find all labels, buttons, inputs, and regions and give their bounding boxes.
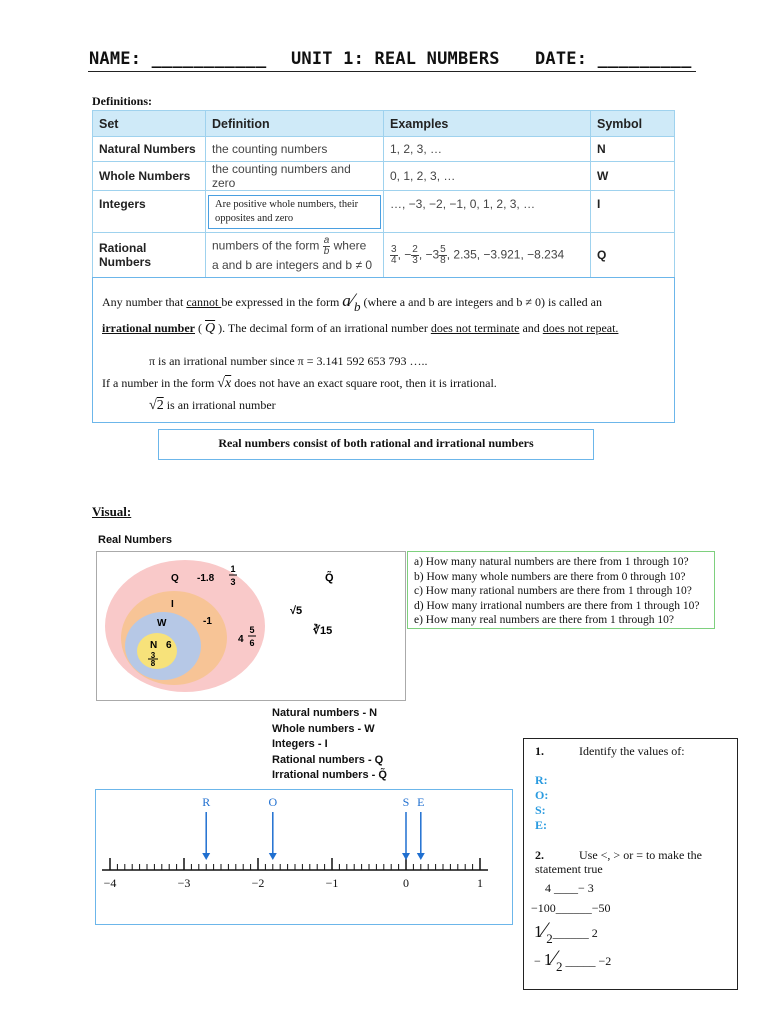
q2-text: Use <, > or = to make the (579, 848, 702, 862)
compare-item: −100______−50 (531, 901, 611, 915)
examples-text: , 2.35, −3.921, −8.234 (446, 247, 565, 262)
tick-label: −1 (325, 876, 339, 890)
set-cell: Natural Numbers (93, 137, 206, 162)
point-arrow-head (402, 853, 410, 860)
definition-text: where (333, 238, 367, 253)
set-cell: Whole Numbers (93, 162, 206, 191)
q1-text: Identify the values of: (579, 744, 685, 758)
venn-value: 6 (166, 640, 172, 651)
n-label: N (150, 640, 158, 651)
symbol-cell: I (591, 191, 675, 233)
set-legend (272, 706, 387, 784)
visual-label: Visual: (92, 504, 132, 519)
symbol-cell: N (591, 137, 675, 162)
q-bar-symbol: $\overline{Q}$ (205, 321, 216, 336)
irrational-line-2: irrational number ( $\overline{Q}$ ). The decimal form of an irrational number does not terminate and does not repeat. (102, 321, 619, 336)
table-row (93, 162, 675, 191)
tick-label: 1 (477, 876, 483, 890)
question-item: b) How many whole numbers are there from 0 through 10? (414, 570, 686, 583)
point-label: E (417, 795, 425, 809)
var-o: O: (535, 788, 549, 802)
compare-item-half: 1⁄2______ 2 (534, 917, 598, 946)
q2-text-2: statement true (535, 862, 603, 876)
compare-item: 4 ____− 3 (545, 881, 594, 895)
definition-cell: the counting numbers and zero (206, 162, 384, 191)
col-header-examples: Examples (384, 111, 591, 137)
set-cell: Rational Numbers (93, 233, 206, 278)
point-arrow-head (269, 853, 277, 860)
definitions-table (92, 110, 675, 278)
legend-item: Whole numbers - W (272, 722, 375, 735)
fraction-a-b: $\frac{a}{b}$ (323, 235, 330, 257)
definition-cell: the counting numbers (206, 137, 384, 162)
set-cell: Integers (93, 191, 206, 233)
number-line-box (95, 789, 513, 925)
irrational-line-1: Any number that cannot be expressed in the form a⁄b (where a and b are integers and b ≠ 0) is called an (102, 290, 602, 314)
a-over-b-symbol: a (342, 291, 351, 310)
col-header-set: Set (93, 111, 206, 137)
venn-diagram (96, 551, 406, 701)
legend-item: Rational numbers - Q (272, 753, 384, 766)
natural-set-ellipse (137, 633, 177, 669)
symbol-cell: W (591, 162, 675, 191)
date-field: DATE: _________ (535, 49, 692, 69)
symbol-cell: Q (591, 233, 675, 278)
legend-item: Natural numbers - N (272, 707, 378, 719)
sqrt-2-symbol: √2 (149, 398, 164, 413)
tick-label: −4 (103, 876, 117, 890)
name-field: NAME: ___________ (89, 49, 267, 69)
examples-cell: $\frac{3}{4}$ , − $\frac{2}{3}$ , −3 $\frac{5}{8}$ , 2.35, −3.921, −8.234 (384, 233, 591, 278)
irrational-line-4: If a number in the form √x does not have an exact square root, then it is irrational. (102, 376, 497, 391)
point-label: S (402, 795, 410, 809)
questions-box (407, 551, 715, 629)
table-row (93, 191, 675, 233)
svg-text:3: 3 (150, 651, 156, 660)
legend-item: Irrational numbers - Q̃ (272, 769, 387, 781)
real-numbers-note: Real numbers consist of both rational and irrational numbers (158, 429, 594, 460)
var-s: S: (535, 803, 546, 817)
q2-number: 2. (535, 848, 544, 862)
fraction-3-4: $\frac{3}{4}$ (391, 243, 397, 266)
table-row (93, 233, 675, 278)
legend-item: Integers - I (272, 738, 328, 750)
venn-value: ∛15 (313, 625, 333, 637)
q-label: Q (171, 573, 179, 584)
definition-text: a and b are integers and b ≠ 0 (212, 258, 373, 272)
var-r: R: (535, 773, 548, 787)
q-tilde-label: Q̃ (325, 572, 334, 584)
col-header-symbol: Symbol (591, 111, 675, 137)
sqrt-x-symbol: √x (217, 376, 232, 391)
tick-label: 0 (403, 876, 409, 890)
point-arrow-head (202, 853, 210, 860)
svg-text:8: 8 (150, 659, 156, 668)
point-label: R (202, 795, 211, 809)
examples-cell: …, −3, −2, −1, 0, 1, 2, 3, … (384, 191, 591, 233)
svg-text:3: 3 (230, 577, 236, 587)
venn-svg (97, 552, 404, 699)
irrational-line-5: √2 is an irrational number (149, 398, 276, 413)
unit-title: UNIT 1: REAL NUMBERS (291, 49, 500, 69)
tick-label: −3 (177, 876, 191, 890)
point-arrow-head (417, 853, 425, 860)
i-label: I (171, 599, 174, 610)
examples-cell: 0, 1, 2, 3, … (384, 162, 591, 191)
tick-label: −2 (251, 876, 265, 890)
w-label: W (157, 618, 167, 629)
venn-value: -1.8 (197, 573, 215, 584)
header-rule (88, 71, 696, 72)
venn-value: √5 (290, 605, 303, 617)
definitions-title: Definitions: (92, 94, 152, 108)
question-item: e) How many real numbers are there from 1 through 10? (414, 614, 674, 626)
question-item: a) How many natural numbers are there from 1 through 10? (414, 556, 689, 568)
table-row (93, 137, 675, 162)
svg-text:5: 5 (249, 625, 255, 635)
exercise-box (523, 738, 738, 990)
number-line (96, 790, 511, 923)
definition-cell (206, 191, 384, 233)
definition-cell (206, 233, 384, 278)
q1-number: 1. (535, 744, 544, 758)
fraction-5-8: $\frac{5}{8}$ (440, 243, 446, 266)
venn-title: Real Numbers (98, 534, 172, 546)
svg-text:6: 6 (249, 638, 255, 648)
definition-text: numbers of the form (212, 238, 320, 253)
svg-text:4: 4 (238, 634, 244, 645)
var-e: E: (535, 818, 547, 832)
svg-text:1: 1 (230, 564, 236, 574)
integer-definition-box: Are positive whole numbers, their opposites and zero (208, 195, 381, 229)
question-item: c) How many rational numbers are there from 1 through 10? (414, 585, 692, 597)
question-item: d) How many irrational numbers are there from 1 through 10? (414, 599, 700, 612)
point-label: O (268, 795, 278, 809)
examples-cell: 1, 2, 3, … (384, 137, 591, 162)
venn-value: -1 (203, 616, 212, 627)
compare-item-neg-half: − 1⁄2 _____ −2 (534, 945, 612, 974)
irrational-definition-box (92, 277, 675, 423)
fraction-2-3: $\frac{2}{3}$ (412, 243, 418, 266)
col-header-definition: Definition (206, 111, 384, 137)
irrational-line-pi: π is an irrational number since π = 3.141 592 653 793 ….. (149, 354, 428, 368)
